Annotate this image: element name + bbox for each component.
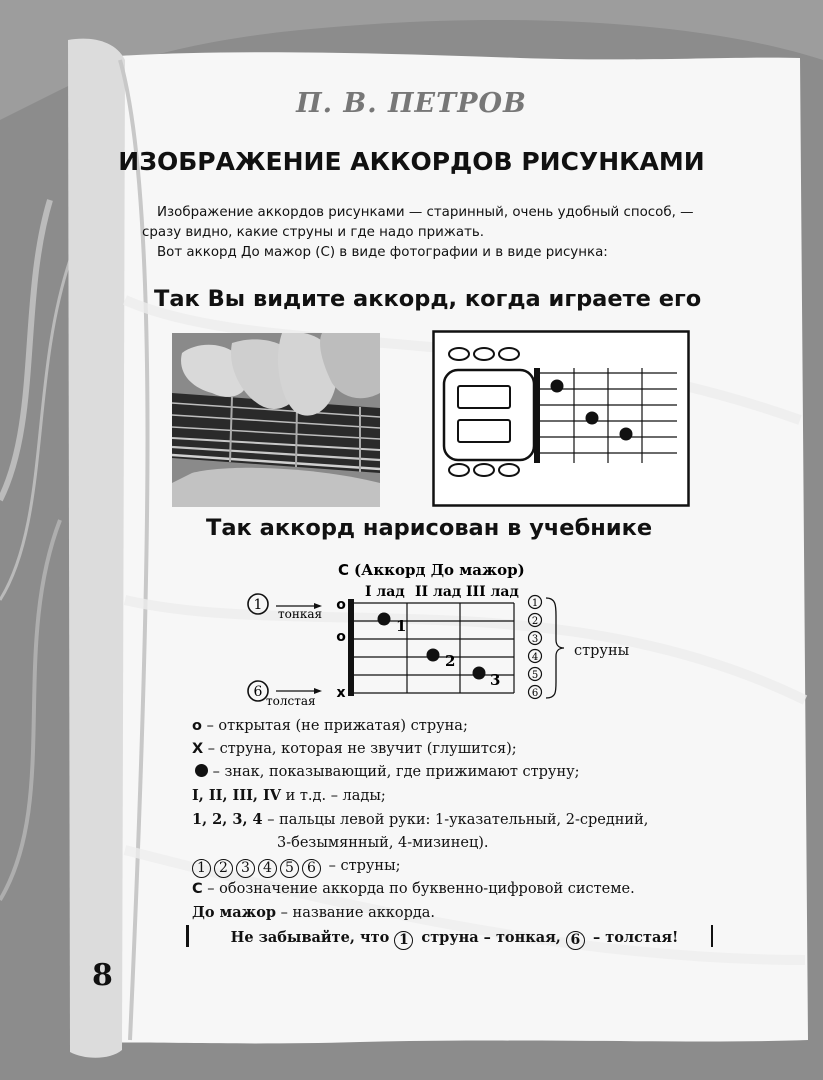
legend-open [192, 715, 712, 738]
finger-3: 3 [490, 671, 501, 689]
fret-label-1: I лад [365, 584, 405, 600]
string-circle-2: 2 [214, 859, 233, 878]
string-2-mark: o [336, 629, 346, 645]
intro-line-1: Изображение аккордов рисунками — старинный, очень удобный способ, — [157, 205, 694, 220]
intro-paragraph [142, 203, 762, 263]
finger-2: 2 [445, 652, 456, 670]
reminder-circle-6: 6 [566, 931, 585, 950]
open-symbol: o [192, 718, 202, 734]
legend [192, 715, 712, 925]
reminder-text-3: – толстая! [587, 929, 679, 946]
string-num-6: 6 [531, 688, 539, 699]
section-heading-2: Так аккорд нарисован в учебнике [206, 515, 653, 541]
legend-strings [192, 855, 712, 878]
page-number: 8 [92, 958, 113, 993]
frets-symbol: I, II, III, IV [192, 787, 282, 804]
legend-name-text: – название аккорда. [276, 905, 436, 921]
legend-fingers-text-1: – пальцы левой руки: 1-указательный, 2-средний, [262, 812, 649, 828]
thick-string-label: толстая [266, 694, 316, 706]
string-circle-3: 3 [236, 859, 255, 878]
dot-icon [195, 764, 208, 777]
name-symbol: До мажор [192, 904, 277, 921]
reminder-circle-1: 1 [394, 931, 413, 950]
legend-chord-text: – обозначение аккорда по буквенно-цифровой системе. [202, 881, 635, 897]
string-circle-4: 4 [258, 859, 277, 878]
reminder-text-2: струна – тонкая, [416, 929, 566, 946]
chord-symbol: С [192, 881, 203, 897]
chord-drawing [432, 330, 690, 507]
string-num-1: 1 [531, 598, 539, 609]
chord-diagram [238, 556, 578, 706]
thin-string-number: 1 [253, 597, 263, 613]
mute-symbol: X [192, 741, 204, 757]
reminder [186, 925, 686, 950]
intro-line-2: сразу видно, какие струны и где надо прижать. [142, 225, 485, 240]
section-heading-1: Так Вы видите аккорд, когда играете его [154, 286, 702, 312]
legend-open-text: – открытая (не прижатая) струна; [201, 718, 468, 734]
legend-fingers [192, 808, 712, 832]
string-num-4: 4 [531, 652, 539, 663]
string-num-2: 2 [531, 616, 539, 627]
intro-line-3: Вот аккорд До мажор (С) в виде фотографии и в виде рисунка: [157, 245, 608, 260]
fingers-symbol: 1, 2, 3, 4 [192, 811, 263, 828]
chord-title: (Аккорд До мажор) [354, 561, 525, 579]
legend-dot-text: – знак, показывающий, где прижимают струну; [208, 764, 580, 780]
legend-name [192, 901, 712, 925]
string-circle-5: 5 [280, 859, 299, 878]
fret-label-3: III лад [466, 584, 519, 600]
fret-label-2: II лад [415, 584, 462, 600]
reminder-bar-right [711, 925, 714, 947]
reminder-text-1: Не забывайте, что [230, 929, 395, 946]
legend-mute-text: – струна, которая не звучит (глушится); [203, 741, 517, 757]
legend-frets-text: и т.д. – лады; [281, 788, 386, 804]
finger-1: 1 [396, 617, 407, 635]
legend-fingers-cont: 3-безымянный, 4-мизинец). [277, 835, 489, 851]
string-circle-1: 1 [192, 859, 211, 878]
thin-string-label: тонкая [278, 607, 323, 621]
hand-photo [172, 333, 380, 507]
reminder-bar-left [186, 925, 189, 947]
strings-label: струны [574, 643, 630, 659]
legend-chord [192, 878, 712, 901]
string-num-5: 5 [531, 670, 539, 681]
chord-letter: C [338, 561, 350, 579]
string-num-3: 3 [531, 634, 539, 645]
legend-mute [192, 738, 712, 761]
legend-frets [192, 784, 712, 808]
thick-string-number: 6 [253, 684, 263, 700]
page-title: ИЗОБРАЖЕНИЕ АККОРДОВ РИСУНКАМИ [118, 147, 705, 176]
legend-strings-text: – струны; [324, 858, 401, 874]
string-6-mark: x [336, 685, 346, 701]
legend-dot [192, 761, 712, 784]
string-circle-6: 6 [302, 859, 321, 878]
string-1-mark: o [336, 597, 346, 613]
author-name: П. В. ПЕТРОВ [296, 88, 527, 119]
